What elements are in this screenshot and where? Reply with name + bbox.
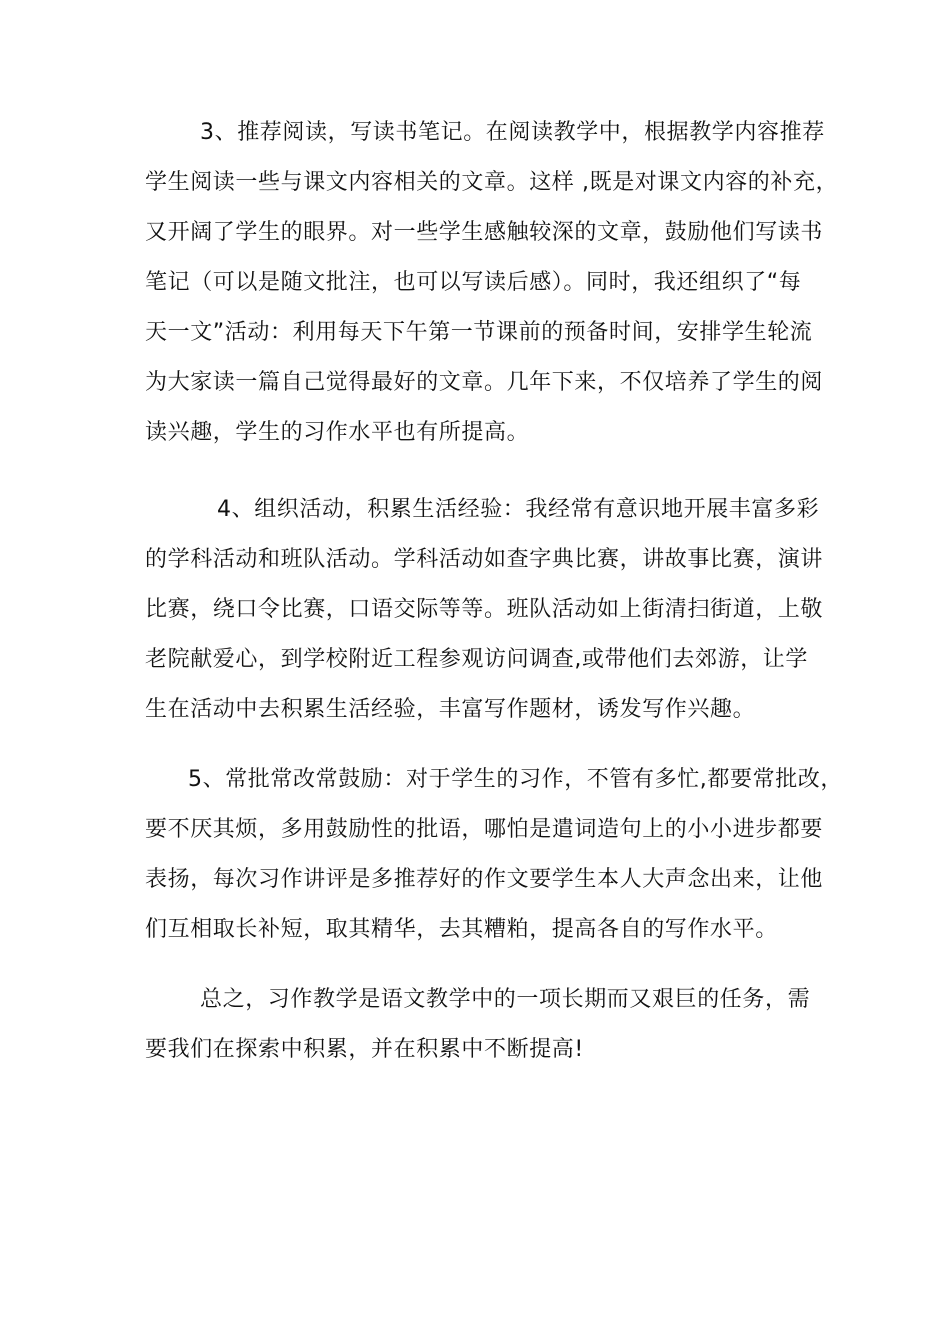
paragraph-line: 表扬，每次习作讲评是多推荐好的作文要学生本人大声念出来，让他 xyxy=(145,867,824,892)
paragraph-line: 们互相取长补短，取其精华，去其糟粕，提高各自的写作水平。 xyxy=(145,917,778,942)
paragraph-line: 为大家读一篇自己觉得最好的文章。几年下来，不仅培养了学生的阅 xyxy=(145,370,824,395)
paragraph-line: 又开阔了学生的眼界。对一些学生感触较深的文章，鼓励他们写读书 xyxy=(145,220,824,245)
paragraph-line: 天一文”活动：利用每天下午第一节课前的预备时间，安排学生轮流 xyxy=(145,320,813,345)
paragraph-line: 4、组织活动，积累生活经验：我经常有意识地开展丰富多彩 xyxy=(217,497,820,522)
paragraph-line: 老院献爱心，到学校附近工程参观访问调查,或带他们去郊游，让学 xyxy=(145,647,808,672)
paragraph-line: 要我们在探索中积累，并在积累中不断提高! xyxy=(145,1037,584,1062)
paragraph-line: 要不厌其烦，多用鼓励性的批语，哪怕是遣词造句上的小小进步都要 xyxy=(145,817,824,842)
paragraph-line: 学生阅读一些与课文内容相关的文章。这样 ,既是对课文内容的补充， xyxy=(145,170,839,195)
paragraph-line: 生在活动中去积累生活经验，丰富写作题材，诱发写作兴趣。 xyxy=(145,697,756,722)
paragraph-line: 总之，习作教学是语文教学中的一项长期而又艰巨的任务，需 xyxy=(200,987,811,1012)
paragraph-line: 5、常批常改常鼓励：对于学生的习作，不管有多忙,都要常批改， xyxy=(188,767,843,792)
paragraph-line: 3、推荐阅读，写读书笔记。在阅读教学中，根据教学内容推荐 xyxy=(200,120,825,145)
paragraph-line: 的学科活动和班队活动。学科活动如查字典比赛，讲故事比赛，演讲 xyxy=(145,547,824,572)
paragraph-line: 读兴趣，学生的习作水平也有所提高。 xyxy=(145,420,530,445)
paragraph-line: 比赛，绕口令比赛，口语交际等等。班队活动如上街清扫街道，上敬 xyxy=(145,597,824,622)
paragraph-line: 笔记（可以是随文批注，也可以写读后感）。同时，我还组织了“每 xyxy=(145,270,802,295)
